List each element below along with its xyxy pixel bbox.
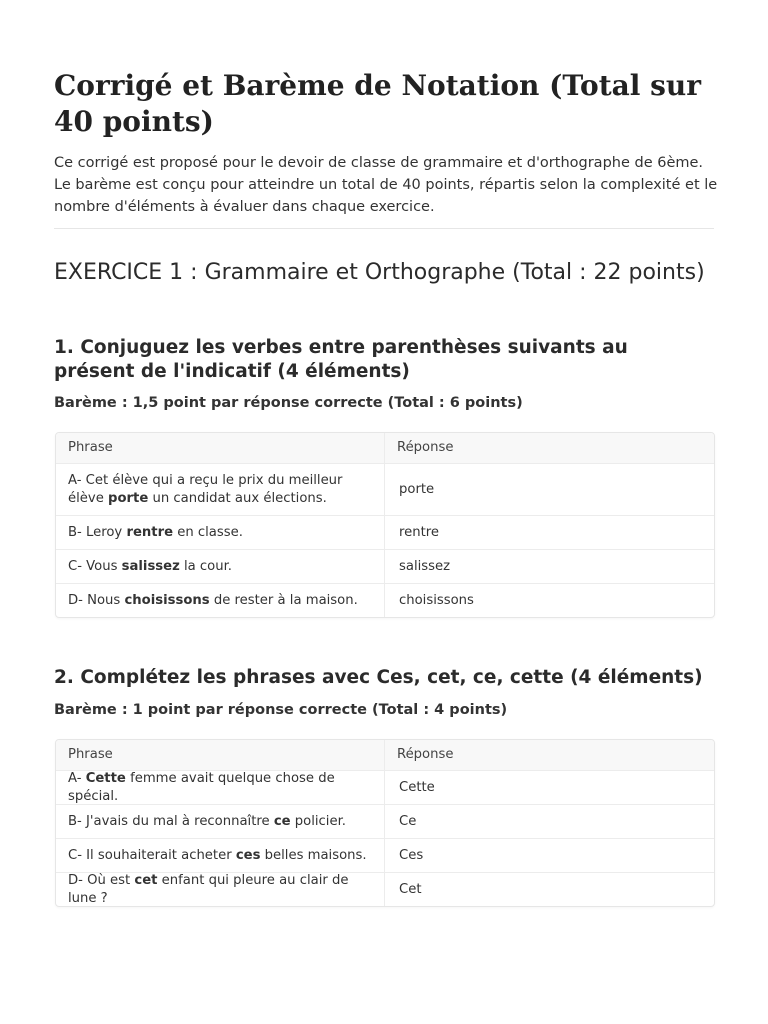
table-row (56, 549, 714, 583)
table-row (56, 770, 714, 804)
phrase-determiner: cet (134, 872, 158, 888)
phrase-cell (56, 550, 385, 583)
phrase-cell (56, 839, 385, 872)
column-header-reponse: Réponse (397, 440, 454, 455)
phrase-determiner: ce (273, 813, 291, 829)
phrase-cell (56, 464, 385, 515)
phrase-text: C- Vous (68, 558, 122, 574)
phrase-verb: salissez (121, 558, 180, 574)
answer-cell: Ces (399, 847, 424, 863)
phrase-cell (56, 584, 385, 617)
phrase-cell (56, 516, 385, 549)
column-header-phrase: Phrase (56, 740, 385, 770)
table-row (56, 515, 714, 549)
table-row (56, 583, 714, 617)
phrase-verb: choisissons (124, 592, 210, 608)
question-2-heading: 2. Complétez les phrases avec Ces, cet, ce, cette (4 éléments) (54, 667, 703, 688)
phrase-determiner: ces (235, 847, 261, 863)
answer-cell: salissez (399, 558, 451, 574)
question-1-heading: 1. Conjuguez les verbes entre parenthèses suivants au présent de l'indicatif (4 éléments) (54, 337, 628, 382)
phrase-text: D- Nous (68, 592, 125, 608)
phrase-cell (56, 805, 385, 838)
phrase-text: C- Il souhaiterait acheter (68, 847, 236, 863)
answer-cell: Ce (399, 813, 417, 829)
phrase-text: en classe. (173, 524, 243, 540)
table-header-row (56, 740, 714, 770)
answer-cell: rentre (399, 524, 440, 540)
phrase-text: A- (68, 770, 86, 786)
exercise-1-heading: EXERCICE 1 : Grammaire et Orthographe (Total : 22 points) (54, 260, 705, 285)
question-2-bareme: Barème : 1 point par réponse correcte (Total : 4 points) (54, 702, 508, 718)
section-divider (54, 228, 714, 229)
phrase-text: femme avait quelque chose de spécial. (68, 770, 339, 804)
phrase-text: B- Leroy (68, 524, 127, 540)
phrase-cell (56, 873, 385, 906)
phrase-text: A- Cet élève qui a reçu le prix du meilleur élève (68, 472, 347, 506)
page-title: Corrigé et Barème de Notation (Total sur 40 points) (54, 69, 702, 138)
phrase-text: policier. (290, 813, 346, 829)
phrase-text: D- Où est (68, 872, 135, 888)
answer-cell: porte (399, 481, 435, 497)
phrase-verb: porte (108, 490, 149, 506)
phrase-text: belles maisons. (260, 847, 367, 863)
question-1-table (55, 432, 715, 618)
table-row (56, 872, 714, 906)
answer-cell: Cet (399, 881, 422, 897)
phrase-text: de rester à la maison. (209, 592, 358, 608)
table-row (56, 838, 714, 872)
phrase-text: la cour. (179, 558, 232, 574)
phrase-determiner: Cette (85, 770, 126, 786)
column-header-phrase: Phrase (56, 433, 385, 463)
table-header-row (56, 433, 714, 463)
answer-cell: choisissons (399, 592, 474, 608)
question-1-bareme: Barème : 1,5 point par réponse correcte (Total : 6 points) (54, 395, 523, 411)
table-row (56, 463, 714, 515)
phrase-text: un candidat aux élections. (148, 490, 327, 506)
phrase-text: B- J'avais du mal à reconnaître (68, 813, 274, 829)
answer-cell: Cette (399, 779, 435, 795)
question-2-table (55, 739, 715, 907)
phrase-verb: rentre (126, 524, 174, 540)
phrase-cell (56, 771, 385, 804)
column-header-reponse: Réponse (397, 747, 454, 762)
intro-paragraph: Ce corrigé est proposé pour le devoir de classe de grammaire et d'orthographe de 6ème. Le barème est conçu pour atteindre un total de 40 points, répartis selon la complexité et le nombre d'éléments à évaluer dans chaque exercice. (54, 155, 718, 215)
phrase-text: enfant qui pleure au clair de lune ? (68, 872, 353, 906)
table-row (56, 804, 714, 838)
